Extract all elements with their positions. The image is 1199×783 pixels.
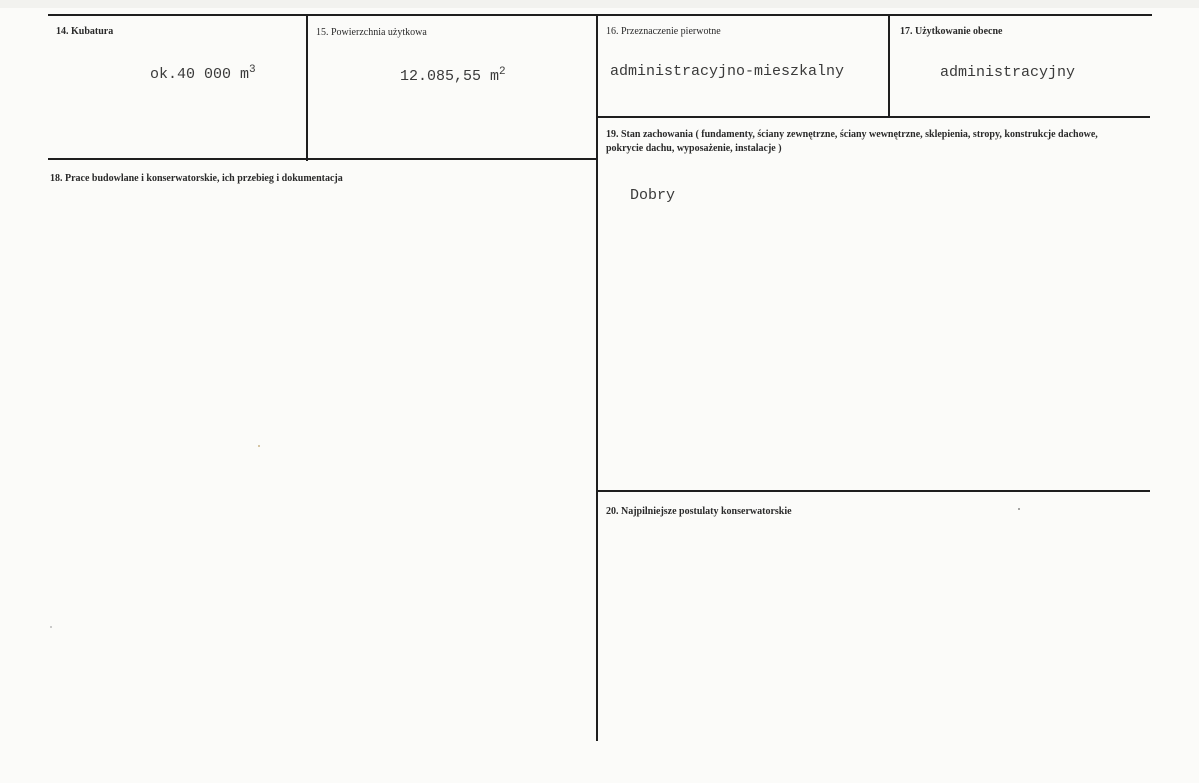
field-16-value: administracyjno-mieszkalny	[610, 63, 845, 80]
scan-speck	[50, 626, 52, 628]
divider-14-15	[306, 15, 308, 161]
field-19-value: Dobry	[630, 187, 676, 204]
field-15-label: 15. Powierzchnia użytkowa	[316, 27, 427, 38]
field-18-label: 18. Prace budowlane i konserwatorskie, ich przebieg i dokumentacja	[50, 173, 343, 184]
rule-below-14-15	[48, 158, 598, 160]
rule-below-19	[597, 490, 1150, 492]
field-20-label: 20. Najpilniejsze postulaty konserwatorskie	[606, 506, 792, 517]
field-14-unit-exponent: 3	[249, 64, 256, 76]
center-divider	[596, 15, 598, 741]
scan-speck	[258, 445, 260, 447]
rule-below-16-17	[597, 116, 1150, 118]
field-16-label: 16. Przeznaczenie pierwotne	[606, 26, 721, 37]
top-rule	[48, 14, 1152, 16]
field-19-label: 19. Stan zachowania ( fundamenty, ściany zewnętrzne, ściany wewnętrzne, sklepienia, stropy, konstrukcje dachowe, pokrycie dachu, wyposażenie, instalacje )	[606, 129, 1098, 154]
divider-16-17	[888, 15, 890, 118]
field-14-value-text: ok.40 000 m	[150, 66, 250, 83]
field-15-unit-exponent: 2	[499, 66, 506, 78]
scan-speck	[1018, 508, 1020, 510]
field-14-value	[150, 66, 256, 83]
field-17-label: 17. Użytkowanie obecne	[900, 26, 1003, 37]
scan-top-edge	[0, 0, 1199, 8]
field-14-label: 14. Kubatura	[56, 26, 114, 37]
field-15-value	[400, 68, 506, 85]
field-17-value: administracyjny	[940, 64, 1076, 81]
field-15-value-text: 12.085,55 m	[400, 68, 500, 85]
